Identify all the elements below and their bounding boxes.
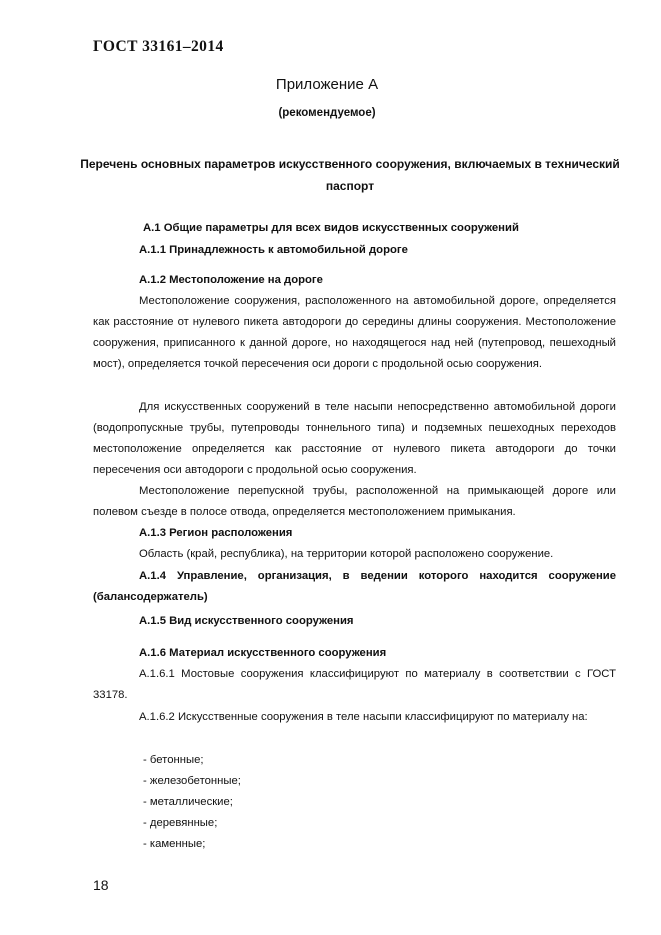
section-a15-heading: А.1.5 Вид искусственного сооружения [139,615,354,627]
list-item: - деревянные; [143,817,218,829]
document-title: Перечень основных параметров искусственного сооружения, включаемых в технический паспорт [80,157,620,193]
paragraph-a12-1: Местоположение сооружения, расположенного на автомобильной дороге, определяется как расстояние от нулевого пикета автодороги до середины длины сооружения. Местоположение сооружения, приписанного к данной дороге, но находящегося над ней (путепровод, пешеходный мост), определяется точкой пересечения оси дороги с продольной осью сооружения. [93,295,616,370]
paragraph-a161: А.1.6.1 Мостовые сооружения классифицируют по материалу в соответствии с ГОСТ 33178. [93,668,616,701]
paragraph-a162: А.1.6.2 Искусственные сооружения в теле насыпи классифицируют по материалу на: [139,711,588,723]
paragraph-a13-1: Область (край, республика), на территории которой расположено сооружение. [139,548,554,560]
annex-status: (рекомендуемое) [278,107,376,119]
section-a16-heading: А.1.6 Материал искусственного сооружения [139,647,387,659]
section-a12-heading: А.1.2 Местоположение на дороге [139,274,323,286]
section-a1-heading: А.1 Общие параметры для всех видов искусственных сооружений [143,222,519,234]
list-item: - железобетонные; [143,775,241,787]
list-item: - металлические; [143,796,233,808]
list-item: - каменные; [143,838,206,850]
section-a11-heading: А.1.1 Принадлежность к автомобильной дороге [139,244,408,256]
paragraph-a12-3: Местоположение перепускной трубы, расположенной на примыкающей дороге или полевом съезде в полосе отвода, определяется местоположением примыкания. [93,485,616,518]
page-number: 18 [93,877,109,893]
section-a14-heading: А.1.4 Управление, организация, в ведении которого находится сооружение (балансодержатель) [93,570,616,603]
annex-title: Приложение А [275,76,379,93]
list-item: - бетонные; [143,754,204,766]
section-a13-heading: А.1.3 Регион расположения [139,527,293,539]
standard-number: ГОСТ 33161–2014 [93,38,224,55]
paragraph-a12-2: Для искусственных сооружений в теле насыпи непосредственно автомобильной дороги (водопропускные трубы, путепроводы тоннельного типа) и подземных пешеходных переходов местоположение определяется как расстояние от нулевого пикета автодороги до точки пересечения оси автодороги с продольной осью сооружения. [93,401,616,476]
